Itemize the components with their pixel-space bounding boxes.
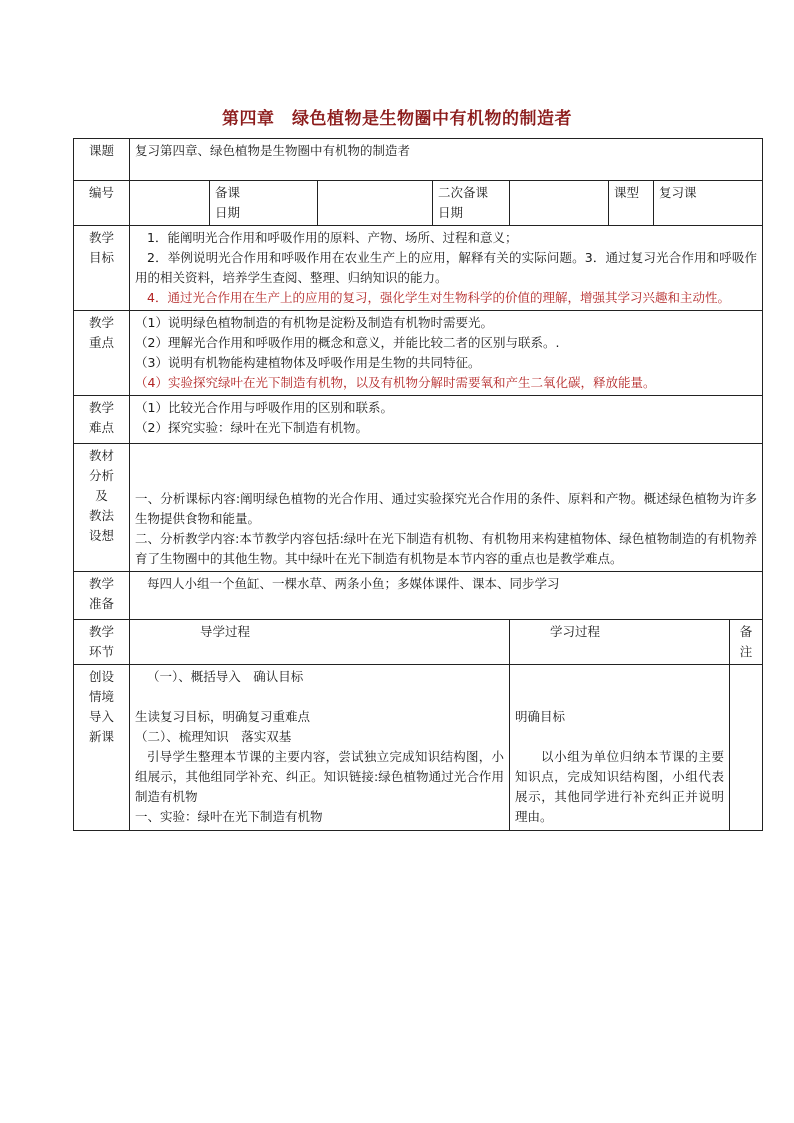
- guide-step-1: （一）、概括导入 确认目标: [147, 669, 304, 684]
- objective-4: 4．通过光合作用在生产上的应用的复习，强化学生对生物科学的价值的理解，增强其学习兴趣和主动性。: [147, 290, 730, 305]
- code-value: [130, 181, 210, 226]
- analysis-label-3: 及: [95, 488, 108, 503]
- guide-process-content: [130, 665, 510, 831]
- key-points-content: [130, 311, 763, 396]
- process-label-1: 创设: [88, 669, 114, 684]
- difficulties-label-1: 教学: [88, 400, 114, 415]
- row-process: [74, 665, 763, 831]
- page-title: 第四章 绿色植物是生物圈中有机物的制造者: [222, 109, 572, 129]
- guide-step-5: 一、实验：绿叶在光下制造有机物: [135, 809, 323, 824]
- row-code: [74, 181, 763, 226]
- analysis-content: [130, 444, 763, 572]
- prep-label-1: 备课: [215, 185, 241, 200]
- lesson-type-label: 课型: [609, 181, 654, 226]
- spacer: [515, 687, 724, 707]
- spacer: [135, 687, 504, 707]
- prep-label-2: 日期: [215, 205, 241, 220]
- row-preparation: [74, 572, 763, 620]
- row-process-header: [74, 620, 763, 665]
- preparation-label-1: 教学: [88, 576, 114, 591]
- guide-step-2: 生读复习目标，明确复习重难点: [135, 709, 311, 724]
- objectives-content: [130, 226, 763, 311]
- process-label-4: 新课: [88, 729, 114, 744]
- note-header-2: 注: [739, 644, 753, 659]
- preparation-label-2: 准备: [88, 596, 114, 611]
- key-points-label: [74, 311, 130, 396]
- guide-process-header: 导学过程: [130, 620, 510, 665]
- key-point-item: （3）说明有机物能构建植物体及呼吸作用是生物的共同特征。: [135, 355, 481, 370]
- key-points-label-1: 教学: [88, 315, 114, 330]
- guide-step-4: 引导学生整理本节课的主要内容，尝试独立完成知识结构图，小组展示，其他组同学补充、纠正。知识链接:绿色植物通过光合作用制造有机物: [135, 749, 504, 804]
- subject-value: 复习第四章、绿色植物是生物圈中有机物的制造者: [130, 139, 763, 181]
- difficulty-item: （2）探究实验：绿叶在光下制造有机物。: [135, 420, 368, 435]
- subject-label: 课题: [74, 139, 130, 181]
- learn-step-1: 明确目标: [515, 709, 566, 724]
- learn-process-content: [510, 665, 730, 831]
- row-objectives: [74, 226, 763, 311]
- objectives-label: [74, 226, 130, 311]
- analysis-label-1: 教材: [88, 448, 114, 463]
- note-content: [730, 665, 763, 831]
- code-label: 编号: [74, 181, 130, 226]
- key-points-label-2: 重点: [88, 335, 114, 350]
- process-header-label-1: 教学: [88, 624, 114, 639]
- prep-date-label: [210, 181, 318, 226]
- preparation-content: [130, 572, 763, 620]
- prep-date-value: [318, 181, 433, 226]
- second-label-2: 日期: [438, 205, 464, 220]
- objectives-label-2: 目标: [88, 250, 114, 265]
- process-header-label-2: 环节: [88, 644, 114, 659]
- process-label-3: 导入: [88, 709, 114, 724]
- second-prep-value: [510, 181, 609, 226]
- difficulty-item: （1）比较光合作用与呼吸作用的区别和联系。: [135, 400, 393, 415]
- lesson-type-value: 复习课: [654, 181, 763, 226]
- row-subject: [74, 139, 763, 181]
- learn-step-2: 以小组为单位归纳本节课的主要知识点，完成知识结构图，小组代表展示，其他同学进行补充纠正并说明理由。: [515, 749, 724, 824]
- analysis-label: [74, 444, 130, 572]
- analysis-para-2: 二、分析教学内容:本节教学内容包括:绿叶在光下制造有机物、有机物用来构建植物体、绿色植物制造的有机物养育了生物圈中的其他生物。其中绿叶在光下制造有机物是本节内容的重点也是教学难点。: [135, 531, 758, 566]
- process-label-2: 情境: [88, 689, 114, 704]
- guide-step-3: （二）、梳理知识 落实双基: [135, 729, 292, 744]
- preparation-label: [74, 572, 130, 620]
- analysis-para-1: 一、分析课标内容:阐明绿色植物的光合作用、通过实验探究光合作用的条件、原料和产物。概述绿色植物为许多生物提供食物和能量。: [135, 491, 758, 526]
- spacer: [515, 667, 724, 687]
- difficulties-content: [130, 396, 763, 444]
- preparation-value: 每四人小组一个鱼缸、一棵水草、两条小鱼；多媒体课件、课本、同步学习: [147, 576, 560, 591]
- analysis-label-4: 教法: [88, 508, 114, 523]
- lesson-plan-table: [73, 138, 763, 831]
- second-prep-label: [433, 181, 510, 226]
- row-difficulties: [74, 396, 763, 444]
- process-header-label: [74, 620, 130, 665]
- analysis-label-2: 分析: [88, 468, 114, 483]
- key-point-item: （2）理解光合作用和呼吸作用的概念和意义，并能比较二者的区别与联系。.: [135, 335, 560, 350]
- objective-1: 1．能阐明光合作用和呼吸作用的原料、产物、场所、过程和意义；: [147, 230, 518, 245]
- difficulties-label: [74, 396, 130, 444]
- key-point-item: （4）实验探究绿叶在光下制造有机物，以及有机物分解时需要氧和产生二氧化碳，释放能量。: [135, 375, 656, 390]
- row-analysis: [74, 444, 763, 572]
- spacer: [515, 727, 724, 747]
- process-label: [74, 665, 130, 831]
- note-header-1: 备: [739, 624, 753, 639]
- key-point-item: （1）说明绿色植物制造的有机物是淀粉及制造有机物时需要光。: [135, 315, 493, 330]
- objectives-label-1: 教学: [88, 230, 114, 245]
- difficulties-label-2: 难点: [88, 420, 114, 435]
- objective-2-3: 2．举例说明光合作用和呼吸作用在农业生产上的应用，解释有关的实际问题。3．通过复习光合作用和呼吸作用的相关资料，培养学生查阅、整理、归纳知识的能力。: [135, 250, 758, 285]
- learn-process-header: 学习过程: [510, 620, 730, 665]
- note-header: [730, 620, 763, 665]
- second-label-1: 二次备课: [438, 185, 489, 200]
- row-key-points: [74, 311, 763, 396]
- analysis-label-5: 设想: [88, 528, 114, 543]
